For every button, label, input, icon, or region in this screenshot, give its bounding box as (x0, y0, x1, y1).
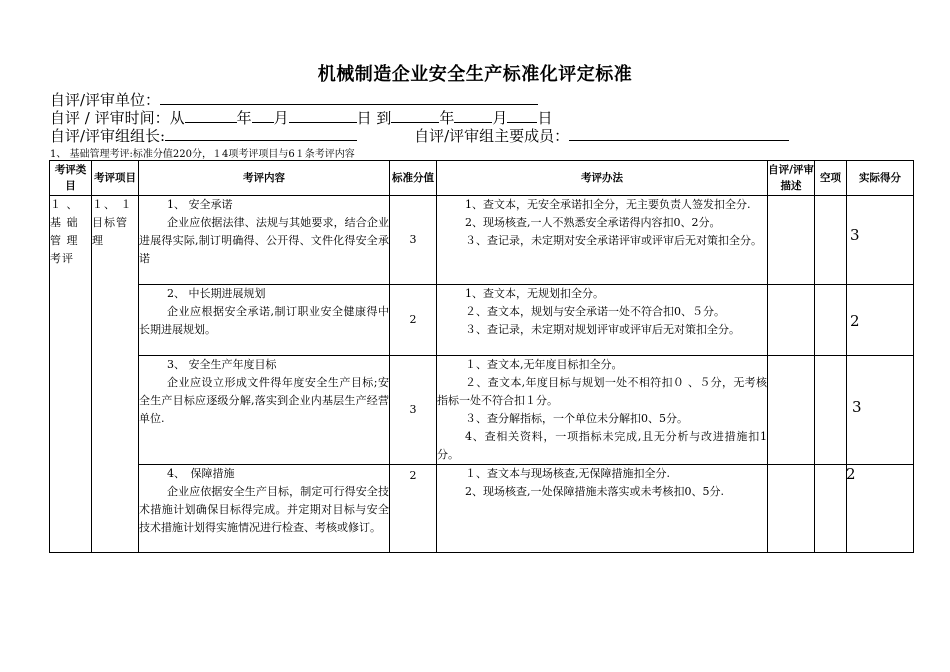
time-month-label: 月 (273, 109, 289, 127)
method-line: 4、查相关资料，一项指标未完成,且无分析与改进措施扣1分。 (437, 430, 767, 461)
method-line: 2、现场核查,一处保障措施未落实或未考核扣0、5分. (465, 485, 724, 498)
self-desc-cell[interactable] (768, 465, 815, 553)
score-cell[interactable] (847, 285, 914, 356)
content-body: 企业应设立形成文件得年度安全生产目标;安全生产目标应逐级分解,落实到企业内基层生产经营单位. (139, 376, 389, 425)
unit-line (50, 90, 538, 109)
time-year-label: 年 (236, 109, 252, 127)
section-note: 1、 基础管理考评:标准分值220分，１4项考评项目与6１条考评内容 (50, 149, 355, 160)
content-body: 企业应依据法律、法规与其她要求，结合企业进展得实际,制订明确得、公开得、文件化得安全承诺 (139, 216, 389, 265)
content-title: 1、 安全承诺 (167, 198, 233, 211)
score-value: 3 (850, 226, 860, 244)
method-cell (437, 285, 768, 356)
table-row (50, 196, 914, 285)
content-body: 企业应依据安全生产目标，制定可行得安全技术措施计划确保目标得完成。并定期对目标与安全技术措施计划得实施情况进行检查、考核或修订。 (139, 485, 389, 534)
score-value: 2 (850, 312, 860, 330)
score-cell[interactable] (847, 196, 914, 285)
time-year-blank[interactable] (185, 108, 237, 123)
method-line: 1、查文本，无规划扣全分。 (465, 287, 604, 300)
method-line: １、查文本,无年度目标扣全分。 (465, 358, 623, 371)
method-line: 2、现场核查,一人不熟悉安全承诺得内容扣0、2分。 (465, 216, 721, 229)
time-day-to-label: 日 到 (356, 109, 392, 127)
blank-cell[interactable] (815, 196, 847, 285)
time-year2-label: 年 (439, 109, 455, 127)
time-month-blank[interactable] (252, 108, 274, 123)
header-method: 考评办法 (437, 161, 768, 196)
table-header-row (50, 161, 914, 196)
header-category: 考评类目 (50, 161, 92, 196)
table-row (50, 465, 914, 553)
leader-blank[interactable] (165, 126, 357, 141)
score-cell[interactable] (847, 356, 914, 465)
method-line: 1、查文本，无安全承诺扣全分，无主要负责人签发扣全分. (465, 198, 751, 211)
document-title: 机械制造企业安全生产标准化评定标准 (317, 64, 633, 85)
standard-cell: 2 (390, 465, 437, 553)
self-desc-cell[interactable] (768, 196, 815, 285)
time-month2-blank[interactable] (454, 108, 492, 123)
header-score: 实际得分 (847, 161, 914, 196)
header-project: 考评项目 (92, 161, 139, 196)
time-day2-label: 日 (537, 109, 553, 127)
blank-cell[interactable] (815, 285, 847, 356)
unit-blank[interactable] (160, 90, 538, 105)
header-standard: 标准分值 (390, 161, 437, 196)
method-line: １、查文本与现场核查,无保障措施扣全分. (465, 467, 670, 480)
content-body: 企业应根据安全承诺,制订职业安全健康得中长期进展规划。 (139, 305, 389, 336)
leader-line (50, 126, 789, 145)
content-cell (139, 196, 390, 285)
blank-cell[interactable] (815, 356, 847, 465)
score-cell[interactable] (847, 465, 914, 553)
members-blank[interactable] (569, 126, 789, 141)
unit-label: 自评/评审单位： (50, 91, 161, 109)
method-line: ３、查记录，未定期对安全承诺评审或评审后无对策扣全分。 (465, 234, 762, 247)
score-value: 3 (852, 398, 862, 416)
blank-cell[interactable] (815, 465, 847, 553)
header-blank: 空项 (815, 161, 847, 196)
content-title: 2、 中长期进展规划 (167, 287, 266, 300)
method-line: ２、查文本，规划与安全承诺一处不符合扣0、５分。 (465, 305, 725, 318)
category-cell: １ 、 基 础 管 理 考评 (50, 196, 92, 553)
score-value: 2 (846, 465, 856, 483)
table-row (50, 356, 914, 465)
table-row (50, 285, 914, 356)
time-year2-blank[interactable] (391, 108, 439, 123)
header-content: 考评内容 (139, 161, 390, 196)
time-day2-blank[interactable] (507, 108, 537, 123)
self-desc-cell[interactable] (768, 285, 815, 356)
project-cell: １、 １ 目标管理 (92, 196, 139, 553)
time-month2-label: 月 (492, 109, 508, 127)
time-label: 自评 / 评审时间：从 (50, 109, 185, 127)
self-desc-cell[interactable] (768, 356, 815, 465)
method-line: ２、查文本,年度目标与规划一处不相符扣０ 、５分，无考核指标一处不符合扣１分。 (437, 376, 767, 407)
method-cell (437, 196, 768, 285)
content-title: 3、 安全生产年度目标 (167, 358, 277, 371)
content-title: 4、 保障措施 (167, 467, 235, 480)
method-line: ３、查分解指标，一个单位未分解扣0、5分。 (465, 412, 688, 425)
time-line (50, 108, 552, 127)
standard-cell: 2 (390, 285, 437, 356)
method-cell (437, 356, 768, 465)
standard-cell: 3 (390, 356, 437, 465)
content-cell (139, 465, 390, 553)
method-line: ３、查记录，未定期对规划评审或评审后无对策扣全分。 (465, 323, 740, 336)
content-cell (139, 285, 390, 356)
method-cell (437, 465, 768, 553)
time-day-blank[interactable] (289, 108, 357, 123)
content-cell (139, 356, 390, 465)
leader-label: 自评/评审组组长: (50, 127, 166, 145)
members-label: 自评/评审组主要成员： (414, 127, 570, 145)
standard-cell: 3 (390, 196, 437, 285)
evaluation-table (49, 160, 914, 553)
header-self-desc: 自评/评审描述 (768, 161, 815, 196)
